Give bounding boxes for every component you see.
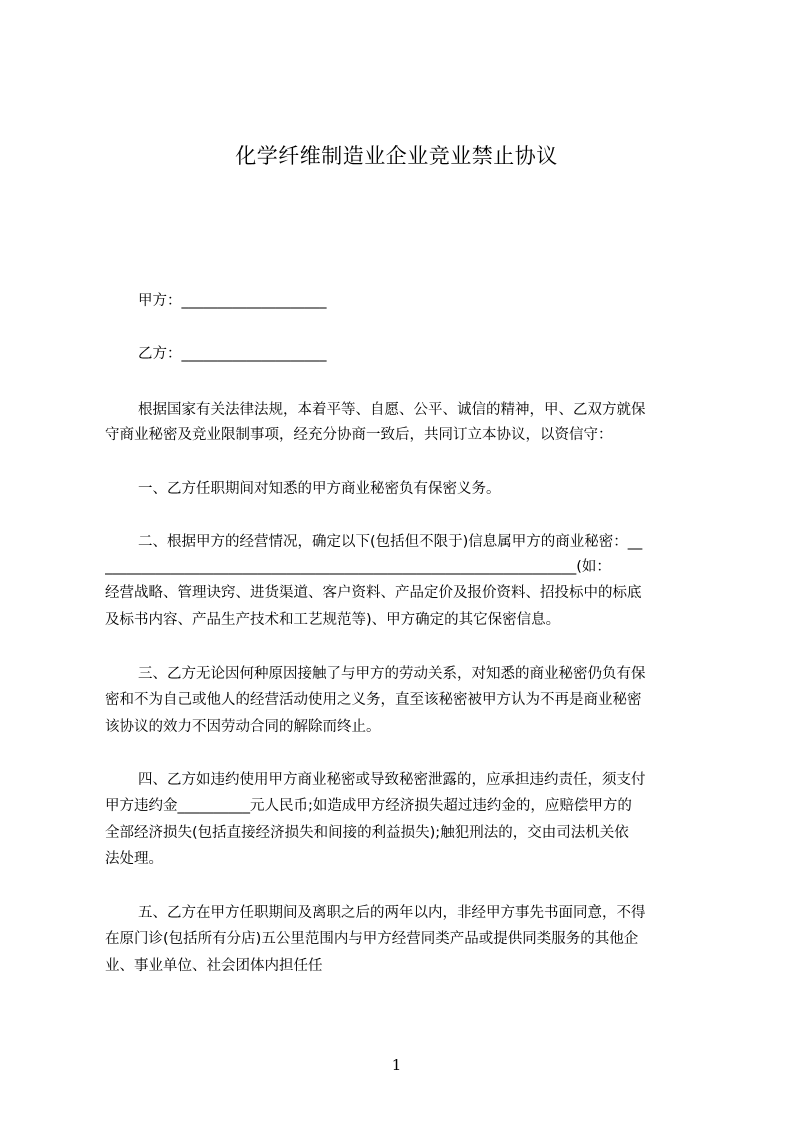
clause-4-line-1: 四、乙方如违约使用甲方商业秘密或导致秘密泄露的，应承担违约责任，须支付 bbox=[138, 772, 646, 788]
clause-2-line-2: _________________________________________________________________(如： bbox=[105, 559, 611, 575]
clause-3-line-2: 密和不为自己或他人的经营活动使用之义务，直至该秘密被甲方认为不再是商业秘密 bbox=[105, 692, 642, 708]
clause-2-line-3: 经营战略、管理诀窍、进货渠道、客户资料、产品定价及报价资料、招投标中的标底 bbox=[105, 585, 642, 601]
party-a-line: 甲方：____________________ bbox=[138, 293, 327, 309]
clause-5-line-1: 五、乙方在甲方任职期间及离职之后的两年以内，非经甲方事先书面同意，不得 bbox=[138, 905, 646, 921]
intro-line-2: 守商业秘密及竞业限制事项，经充分协商一致后，共同订立本协议，以资信守： bbox=[105, 427, 613, 443]
clause-1-line-1: 一、乙方任职期间对知悉的甲方商业秘密负有保密义务。 bbox=[138, 481, 501, 497]
clause-4-line-4: 法处理。 bbox=[105, 851, 163, 867]
document-title: 化学纤维制造业企业竞业禁止协议 bbox=[235, 144, 558, 168]
intro-line-1: 根据国家有关法律法规，本着平等、自愿、公平、诚信的精神，甲、乙双方就保 bbox=[138, 402, 646, 418]
party-b-line: 乙方：____________________ bbox=[138, 346, 327, 362]
clause-2-line-4: 及标书内容、产品生产技术和工艺规范等)、甲方确定的其它保密信息。 bbox=[105, 612, 561, 628]
clause-5-line-3: 业、事业单位、社会团体内担任任 bbox=[105, 958, 323, 974]
clause-2-line-1: 二、根据甲方的经营情况，确定以下(包括但不限于)信息属甲方的商业秘密：__ bbox=[138, 534, 643, 550]
clause-3-line-3: 该协议的效力不因劳动合同的解除而终止。 bbox=[105, 719, 381, 735]
clause-3-line-1: 三、乙方无论因何种原因接触了与甲方的劳动关系，对知悉的商业秘密仍负有保 bbox=[138, 666, 646, 682]
page-number: 1 bbox=[391, 1056, 402, 1074]
clause-4-line-2: 甲方违约金__________元人民币;如造成甲方经济损失超过违约金的，应赔偿甲方的 bbox=[105, 798, 632, 814]
clause-5-line-2: 在原门诊(包括所有分店)五公里范围内与甲方经营同类产品或提供同类服务的其他企 bbox=[105, 931, 639, 947]
clause-4-line-3: 全部经济损失(包括直接经济损失和间接的利益损失);触犯刑法的，交由司法机关依 bbox=[105, 825, 629, 841]
